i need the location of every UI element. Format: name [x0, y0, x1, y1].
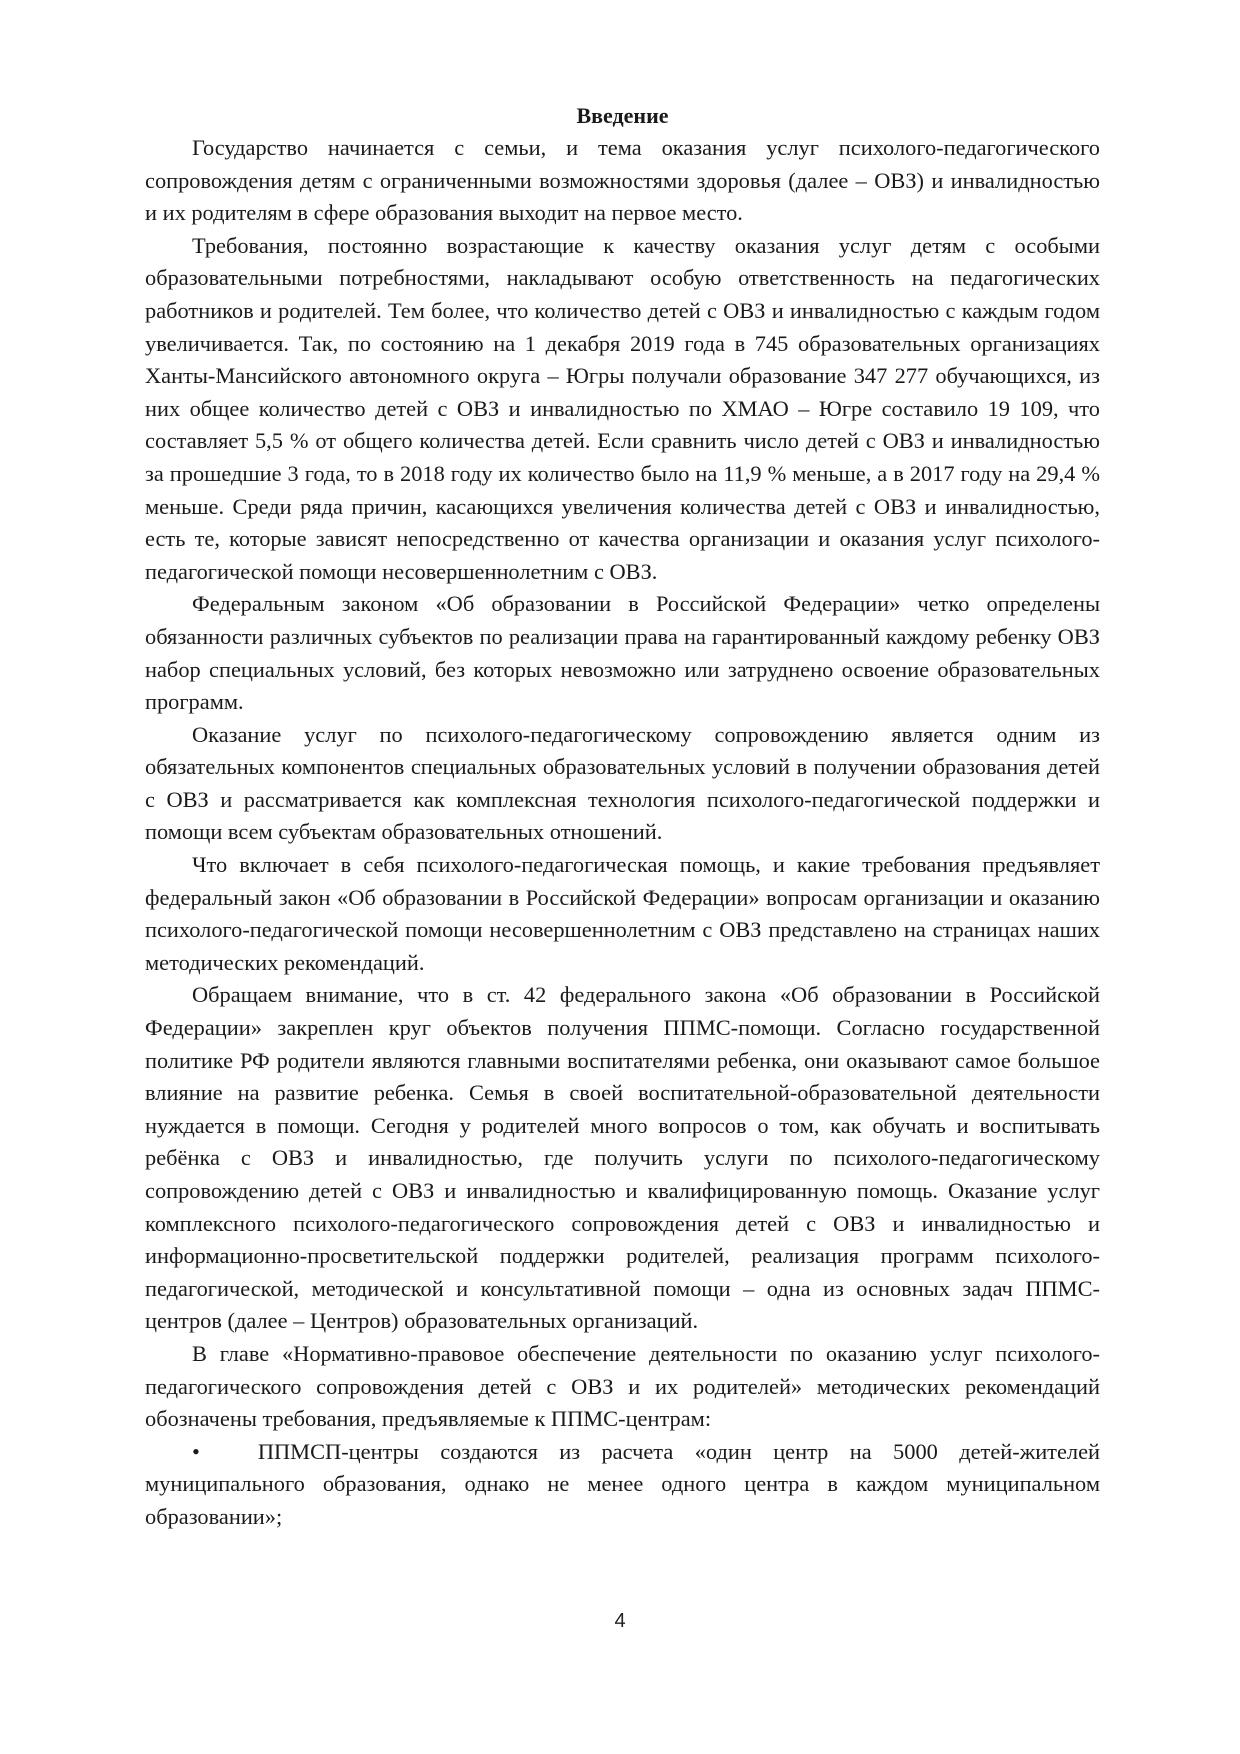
paragraph-5: Что включает в себя психолого-педагогическая помощь, и какие требования предъявляет федеральный закон «Об образовании в Российской Федерации» вопросам организации и оказанию психолого-педагогической помощи несовершеннолетним с ОВЗ представлено на страницах наших методических рекомендаций. [145, 852, 1100, 975]
section-heading: Введение [576, 103, 669, 128]
bullet-item [145, 1436, 1100, 1534]
paragraph-6: Обращаем внимание, что в ст. 42 федерального закона «Об образовании в Российской Федерации» закреплен круг объектов получения ППМС-помощи. Согласно государственной политике РФ родители являются главными воспитателями ребенка, они оказывают самое большое влияние на развитие ребенка. Семья в своей воспитательной-образовательной деятельности нуждается в помощи. Сегодня у родителей много вопросов о том, как обучать и воспитывать ребёнка с ОВЗ и инвалидностью, где получить услуги по психолого-педагогическому сопровождению детей с ОВЗ и инвалидностью и квалифицированную помощь. Оказание услуг комплексного психолого-педагогического сопровождения детей с ОВЗ и инвалидностью и информационно-просветительской поддержки родителей, реализация программ психолого-педагогической, методической и консультативной помощи – одна из основных задач ППМС-центров (далее – Центров) образовательных организаций. [145, 982, 1100, 1334]
paragraph-2: Требования, постоянно возрастающие к качеству оказания услуг детям с особыми образовательными потребностями, накладывают особую ответственность на педагогических работников и родителей. Тем более, что количество детей с ОВЗ и инвалидностью с каждым годом увеличивается. Так, по состоянию на 1 декабря 2019 года в 745 образовательных организациях Ханты-Мансийского автономного округа – Югры получали образование 347 277 обучающихся, из них общее количество детей с ОВЗ и инвалидностью по ХМАО – Югре составило 19 109, что составляет 5,5 % от общего количества детей. Если сравнить число детей с ОВЗ и инвалидностью за прошедшие 3 года, то в 2018 году их количество было на 11,9 % меньше, а в 2017 году на 29,4 % меньше. Среди ряда причин, касающихся увеличения количества детей с ОВЗ и инвалидностью, есть те, которые зависят непосредственно от качества организации и оказания услуг психолого-педагогической помощи несовершеннолетним с ОВЗ. [145, 232, 1100, 584]
page-content [145, 100, 1100, 1534]
paragraph-7: В главе «Нормативно-правовое обеспечение деятельности по оказанию услуг психолого-педагогического сопровождения детей с ОВЗ и их родителей» методических рекомендаций обозначены требования, предъявляемые к ППМС-центрам: [145, 1340, 1100, 1432]
paragraph-4: Оказание услуг по психолого-педагогическому сопровождению является одним из обязательных компонентов специальных образовательных условий в получении образования детей с ОВЗ и рассматривается как комплексная технология психолого-педагогической поддержки и помощи всем субъектам образовательных отношений. [145, 721, 1100, 845]
page-number: 4 [614, 1610, 626, 1632]
bullet-text: ППМСП-центры создаются из расчета «один центр на 5000 детей-жителей муниципального образования, однако не менее одного центра в каждом муниципальном образовании»; [145, 1438, 1100, 1529]
paragraph-3: Федеральным законом «Об образовании в Российской Федерации» четко определены обязанности различных субъектов по реализации права на гарантированный каждому ребенку ОВЗ набор специальных условий, без которых невозможно или затруднено освоение образовательных программ. [145, 591, 1100, 715]
paragraph-1: Государство начинается с семьи, и тема оказания услуг психолого-педагогического сопровождения детям с ограниченными возможностями здоровья (далее – ОВЗ) и инвалидностью и их родителям в сфере образования выходит на первое место. [145, 135, 1100, 226]
bullet-marker: • [192, 1438, 200, 1464]
